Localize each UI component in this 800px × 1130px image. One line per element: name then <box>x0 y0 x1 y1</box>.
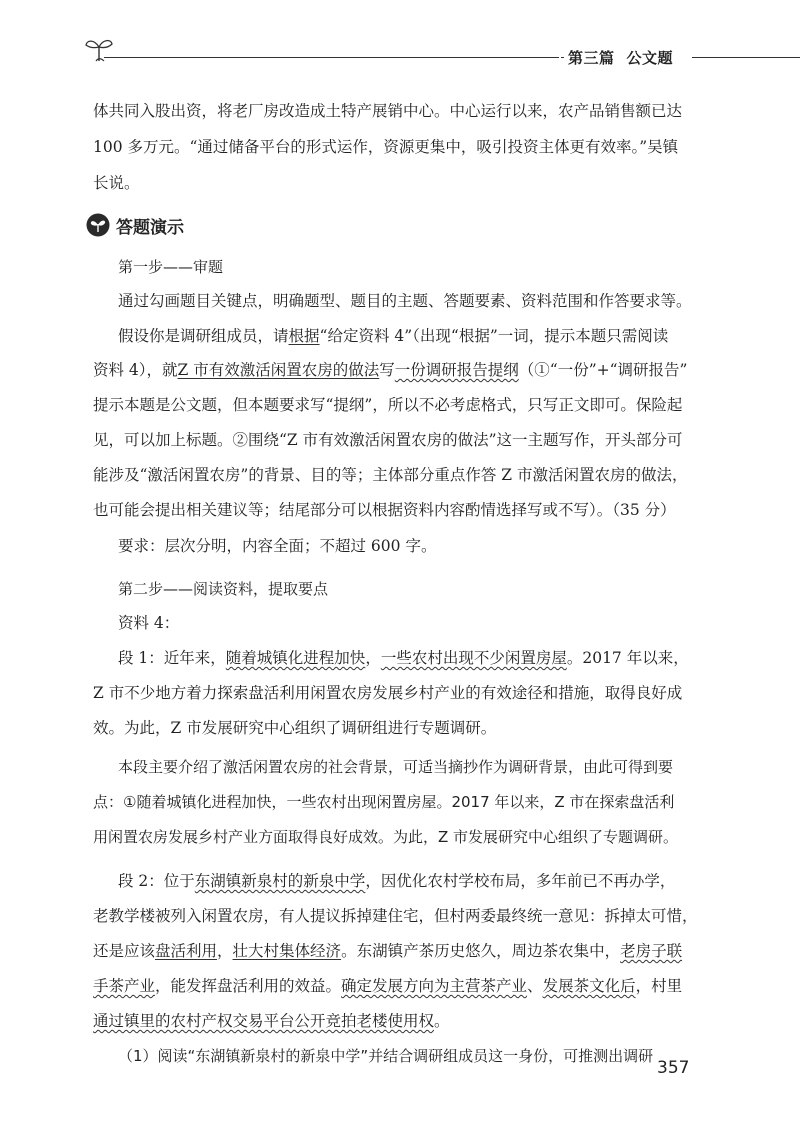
intro-line-3: 长说。 <box>93 174 140 192</box>
step1-line-2: 假设你是调研组成员，请根据“给定资料 4”（出现“根据”一词，提示本题只需阅读 <box>118 327 669 345</box>
para2-line-1: 段 2：位于东湖镇新泉村的新泉中学，因优化农村学校布局，多年前已不再办学， <box>118 872 676 890</box>
analysis1-line-1: 本段主要介绍了激活闲置农房的社会背景，可适当摘抄作为调研背景，由此可得到要 <box>118 758 674 776</box>
step1-line-3: 资料 4），就Z 市有效激活闲置农房的做法写一份调研报告提纲（①“一份”+“调研报告” <box>93 361 688 379</box>
para2-line-4: 手茶产业，能发挥盘活利用的效益。确定发展方向为主营茶产业、发展茶文化后，村里 <box>93 977 683 995</box>
intro-line-1: 体共同入股出资，将老厂房改造成土特产展销中心。中心运行以来，农产品销售额已达 <box>93 102 683 120</box>
step1-line-6: 能涉及“激活闲置农房”的背景、目的等；主体部分重点作答 Z 市激活闲置农房的做法， <box>93 466 688 484</box>
section-heading <box>86 212 184 238</box>
header-rule-tail <box>556 57 564 58</box>
para2-line-3: 还是应该盘活利用，壮大村集体经济。东湖镇产茶历史悠久，周边茶农集中，老房子联 <box>93 942 683 960</box>
step1-line-7: 也可能会提出相关建议等；结尾部分可以根据资料内容酌情选择写或不写）。（35 分） <box>93 501 676 519</box>
header-rule-left <box>104 57 556 58</box>
para1-line-3: 效。为此，Z 市发展研究中心组织了调研组进行专题调研。 <box>93 719 497 737</box>
intro-line-2: 100 多万元。“通过储备平台的形式运作，资源更集中，吸引投资主体更有效率。”吴镇 <box>93 138 679 156</box>
step1-requirement: 要求：层次分明，内容全面；不超过 600 字。 <box>118 537 437 555</box>
keyword-basis: 根据 <box>288 327 320 345</box>
section-title: 答题演示 <box>116 217 184 238</box>
analysis1-line-3: 用闲置农房发展乡村产业方面取得良好成效。为此，Z 市发展研究中心组织了专题调研。 <box>93 828 679 846</box>
running-header <box>0 30 800 70</box>
header-section-label: 第三篇 公文题 <box>568 49 674 67</box>
para1-line-1: 段 1：近年来，随着城镇化进程加快，一些农村出现不少闲置房屋。2017 年以来， <box>118 649 689 667</box>
keyword-topic: Z 市有效激活闲置农房的做法 <box>177 361 380 379</box>
para1-line-2: Z 市不少地方着力探索盘活利用闲置农房发展乡村产业的有效途径和措施，取得良好成 <box>93 684 683 702</box>
material-label: 资料 4： <box>118 614 180 632</box>
analysis2-line-1: （1）阅读“东湖镇新泉村的新泉中学”并结合调研组成员这一身份，可推测出调研 <box>118 1047 654 1065</box>
para2-line-2: 老教学楼被列入闲置农房，有人提议拆掉建住宅，但村两委最终统一意见：拆掉太可惜， <box>93 907 698 925</box>
step1-line-4: 提示本题是公文题，但本题要求写“提纲”，所以不必考虑格式，只写正文即可。保险起 <box>93 396 683 414</box>
step1-title: 第一步——审题 <box>118 258 224 276</box>
keyword-task: 一份调研报告提纲 <box>394 361 519 379</box>
step2-title: 第二步——阅读资料，提取要点 <box>118 580 329 598</box>
step1-line-1: 通过勾画题目关键点，明确题型、题目的主题、答题要素、资料范围和作答要求等。 <box>118 292 692 310</box>
para2-line-5: 通过镇里的农村产权交易平台公开竞拍老楼使用权。 <box>93 1012 450 1030</box>
step1-line-5: 见，可以加上标题。②围绕“Z 市有效激活闲置农房的做法”这一主题写作，开头部分可 <box>93 431 683 449</box>
section-leaf-icon <box>86 213 110 237</box>
header-rule-right <box>692 57 800 58</box>
page-number: 357 <box>657 1058 690 1078</box>
sprout-icon <box>84 36 114 62</box>
analysis1-line-2: 点：①随着城镇化进程加快，一些农村出现闲置房屋。2017 年以来，Z 市在探索盘活利 <box>93 793 675 811</box>
